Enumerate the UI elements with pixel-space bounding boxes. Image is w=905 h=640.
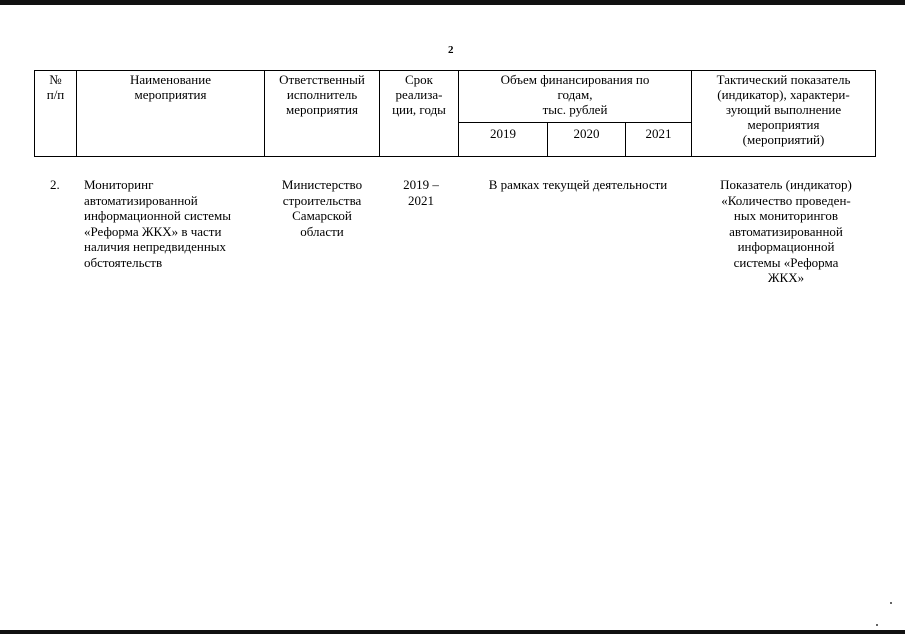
header-num: № п/п [46, 72, 65, 102]
row-responsible: Министерство строительства Самарской области [281, 177, 363, 239]
page-number: 2 [448, 44, 454, 56]
header-bottom-line [34, 156, 876, 157]
table-header [34, 70, 876, 156]
row-period: 2019 – 2021 [403, 177, 439, 208]
scan-speck [876, 624, 878, 626]
header-name: Наименование мероприятия [130, 72, 211, 102]
header-year-2019: 2019 [490, 126, 516, 141]
row-num: 2. [50, 177, 60, 192]
header-responsible: Ответственный исполнитель мероприятия [279, 72, 365, 117]
header-top-line [34, 70, 876, 71]
row-financing: В рамках текущей деятельности [488, 177, 668, 192]
header-indicator: Тактический показатель (индикатор), характери- зующий выполнение мероприятия (мероприятий) [716, 72, 851, 147]
row-indicator: Показатель (индикатор) «Количество проведен- ных мониторингов автоматизированной информационной системы «Реформа ЖКХ» [720, 177, 852, 285]
bottom-border-rule [0, 630, 905, 634]
header-period: Срок реализа- ции, годы [392, 72, 446, 117]
top-border-rule [0, 0, 905, 5]
header-financing: Объем финансирования по годам, тыс. рублей [500, 72, 650, 117]
col-border-6 [875, 70, 876, 156]
years-divider-line [458, 122, 691, 123]
scan-speck [890, 602, 892, 604]
header-year-2021: 2021 [645, 126, 672, 141]
header-year-2020: 2020 [573, 126, 600, 141]
row-name: Мониторинг автоматизированной информационной системы «Реформа ЖКХ» в части наличия непредвиденных обстоятельств [84, 177, 231, 270]
